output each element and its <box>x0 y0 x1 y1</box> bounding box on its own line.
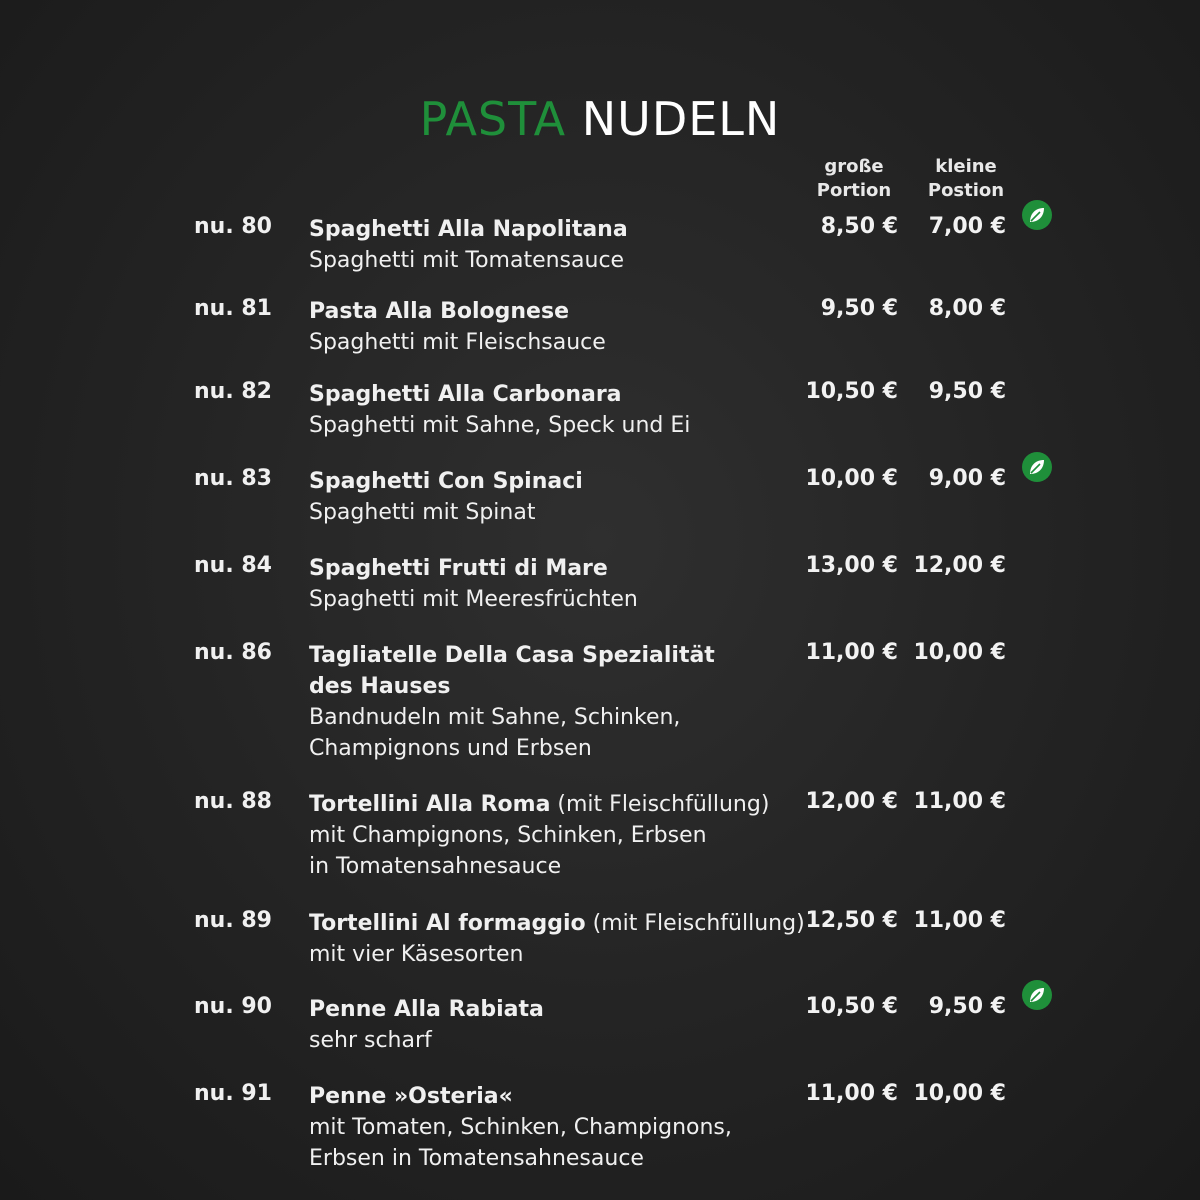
item-desc-line1: mit Champignons, Schinken, Erbsen <box>309 823 707 848</box>
item-name: Spaghetti Alla Napolitana <box>309 217 628 242</box>
price-small: 10,00 € <box>913 1081 1006 1106</box>
price-large: 10,50 € <box>805 994 898 1019</box>
price-small: 7,00 € <box>928 214 1006 239</box>
item-number: nu. 81 <box>194 296 272 321</box>
item-number: nu. 83 <box>194 466 272 491</box>
price-large: 12,50 € <box>805 908 898 933</box>
price-large: 11,00 € <box>805 640 898 665</box>
price-small: 8,00 € <box>928 296 1006 321</box>
item-desc-line2: Champignons und Erbsen <box>309 736 592 761</box>
column-header-small <box>920 155 1012 203</box>
item-name: Tagliatelle Della Casa Spezialität <box>309 643 715 668</box>
leaf-icon <box>1022 452 1052 482</box>
item-number: nu. 90 <box>194 994 272 1019</box>
item-desc-line1: Spaghetti mit Tomatensauce <box>309 248 625 273</box>
leaf-icon <box>1022 980 1052 1010</box>
price-small: 11,00 € <box>913 908 1006 933</box>
item-description-block <box>309 466 809 528</box>
item-description-block <box>309 1081 809 1174</box>
item-number: nu. 84 <box>194 553 272 578</box>
item-name: Tortellini Alla Roma <box>309 792 551 817</box>
price-small: 11,00 € <box>913 789 1006 814</box>
item-name: Penne Alla Rabiata <box>309 997 544 1022</box>
item-desc-line1: Bandnudeln mit Sahne, Schinken, <box>309 705 681 730</box>
item-description-block <box>309 994 809 1056</box>
item-desc-line1: sehr scharf <box>309 1028 432 1053</box>
price-small: 12,00 € <box>913 553 1006 578</box>
price-small: 9,50 € <box>928 379 1006 404</box>
item-name: Spaghetti Alla Carbonara <box>309 382 622 407</box>
item-description-block <box>309 789 809 882</box>
item-name: Pasta Alla Bolognese <box>309 299 569 324</box>
item-desc-line1: Spaghetti mit Spinat <box>309 500 536 525</box>
item-name-note: (mit Fleischfüllung) <box>550 792 770 817</box>
price-large: 12,00 € <box>805 789 898 814</box>
item-desc-line1: Spaghetti mit Fleischsauce <box>309 330 606 355</box>
item-desc-line2: Erbsen in Tomatensahnesauce <box>309 1146 644 1171</box>
item-name: Spaghetti Con Spinaci <box>309 469 583 494</box>
title-nudeln: NUDELN <box>581 92 781 146</box>
item-number: nu. 82 <box>194 379 272 404</box>
column-header-small-line2: Postion <box>927 180 1005 201</box>
item-name: Spaghetti Frutti di Mare <box>309 556 608 581</box>
item-number: nu. 89 <box>194 908 272 933</box>
price-large: 10,50 € <box>805 379 898 404</box>
item-desc-line1: Spaghetti mit Sahne, Speck und Ei <box>309 413 691 438</box>
item-description-block <box>309 553 809 615</box>
item-desc-line2: in Tomatensahnesauce <box>309 854 562 879</box>
price-large: 9,50 € <box>820 296 898 321</box>
column-header-large <box>808 155 900 203</box>
item-description-block <box>309 379 809 441</box>
price-large: 13,00 € <box>805 553 898 578</box>
price-large: 11,00 € <box>805 1081 898 1106</box>
item-name-note: (mit Fleischfüllung) <box>585 911 805 936</box>
column-header-large-line1: große <box>824 156 884 177</box>
title-pasta: PASTA <box>419 92 567 146</box>
item-description-block <box>309 908 809 970</box>
column-header-large-line2: Portion <box>816 180 892 201</box>
column-header-small-line1: kleine <box>935 156 997 177</box>
item-number: nu. 88 <box>194 789 272 814</box>
item-name-line2: des Hauses <box>309 674 451 699</box>
price-large: 8,50 € <box>820 214 898 239</box>
price-small: 9,00 € <box>928 466 1006 491</box>
item-number: nu. 86 <box>194 640 272 665</box>
item-description-block <box>309 640 809 764</box>
price-large: 10,00 € <box>805 466 898 491</box>
item-desc-line1: Spaghetti mit Meeresfrüchten <box>309 587 638 612</box>
item-desc-line1: mit Tomaten, Schinken, Champignons, <box>309 1115 732 1140</box>
page-title <box>0 92 1200 146</box>
item-name: Tortellini Al formaggio <box>309 911 586 936</box>
price-small: 10,00 € <box>913 640 1006 665</box>
item-desc-line1: mit vier Käsesorten <box>309 942 524 967</box>
leaf-icon <box>1022 200 1052 230</box>
item-number: nu. 80 <box>194 214 272 239</box>
item-description-block <box>309 214 809 276</box>
item-number: nu. 91 <box>194 1081 272 1106</box>
item-name: Penne »Osteria« <box>309 1084 513 1109</box>
item-description-block <box>309 296 809 358</box>
price-small: 9,50 € <box>928 994 1006 1019</box>
